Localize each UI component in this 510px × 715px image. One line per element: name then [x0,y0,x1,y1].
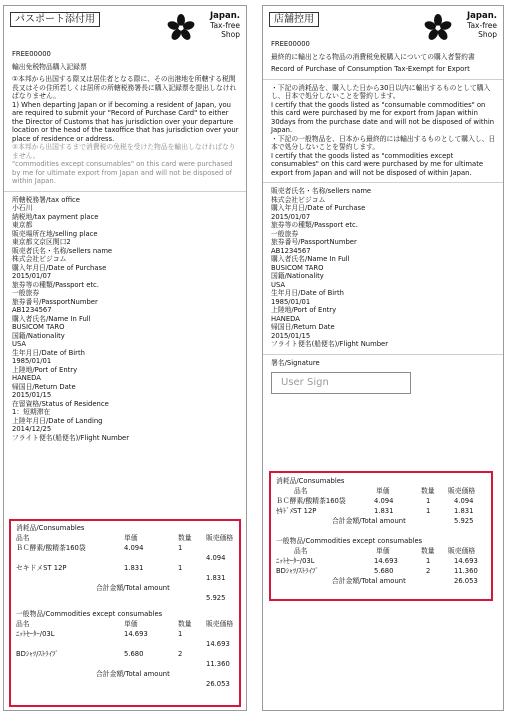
total-label: 合計金額/Total amount [332,577,406,585]
item-qty: 1 [426,557,431,565]
field-line: 2015/01/15 [271,331,311,340]
right-items-highlight [269,471,493,601]
field-line: 上陸地/Port of Entry [271,306,337,314]
notice-english: 1) When departing Japan or if becoming a resident of Japan, you are required to submit your "Record of Purchase Card" to either the Director of Customs that has jurisdiction over your departure location or the head of the taxoffice that has jurisdiction over your place of residence or address. [12,100,239,143]
item-price: 14.693 [124,630,148,638]
field-line: 購入年月日/Date of Purchase [12,263,107,272]
col-qty: 数量 [178,534,192,542]
tax-free-blossom-icon [166,13,196,43]
field-line: フライト便名(船便名)/Flight Number [271,340,388,348]
field-line: 旅券番号/PassportNumber [12,297,98,306]
item-name: ﾆｯﾄｾｰﾀｰ/03L [276,557,315,565]
col-name: 品名 [16,620,30,628]
field-line: HANEDA [271,314,300,323]
oath-japanese-1: ・下記の消耗品を、購入した日から30日以内に輸出するものとして購入し、日本で処分しないことを誓約します。 [271,83,491,100]
field-line: AB1234567 [271,246,311,255]
col-qty: 数量 [421,487,435,495]
item-price: 1.831 [124,564,144,572]
right-form-content [271,40,497,394]
item-total: 11.360 [454,567,478,575]
field-line: 一般旅券 [271,229,299,238]
col-price: 単価 [376,547,390,555]
total-amount: 26.053 [206,680,230,688]
field-line: 在留資格/Status of Residence [12,399,109,408]
item-qty: 2 [426,567,431,575]
col-price: 単価 [376,487,390,495]
field-line: 上陸地/Port of Entry [12,365,78,374]
col-total: 販売価格 [448,547,476,555]
document-title-en: Record of Purchase of Consumption Tax-Exempt for Export [271,65,470,73]
field-line: BUSICOM TARO [12,323,65,331]
col-price: 単価 [124,620,138,628]
item-total: 14.693 [206,640,230,648]
field-line: 帰国日/Return Date [12,382,76,391]
item-name: ＢＣ酵素/酸精茶160袋 [16,544,86,552]
item-name: BDｼｬﾂ/ｽﾄﾗｲﾌﾟ [276,567,319,575]
field-line: 販売者氏名・名称/sellers name [271,187,372,195]
item-price: 4.094 [124,544,144,552]
logo-subtitle: Tax-free Shop [467,21,497,39]
store-copy-form [262,5,504,711]
japan-tax-free-logo [160,11,240,45]
signature-field[interactable]: User Sign [271,372,411,394]
field-line: 2015/01/15 [12,391,52,399]
document-title: 輸出免税物品購入記録票 [12,62,87,71]
divider [263,182,503,183]
passport-attachment-form [3,5,247,711]
field-line: 上陸年月日/Date of Landing [12,416,103,425]
oath-english-2: I certify that the goods listed as "commodities except consumables" on this card were purchased by me for ultimate export from Japan and will not be disposed of within Japan. [271,151,484,177]
field-line: HANEDA [12,374,41,382]
form-type-tag: 店舗控用 [269,12,319,27]
col-price: 単価 [124,534,138,542]
notice-japanese: ①本邦から出国する際又は居住者となる際に、その出港地を所轄する税関長又はその住所若しくは居所の所轄税務署長に購入記録票を提出しなければなりません。 [12,75,237,100]
divider [263,354,503,355]
section-title: 一般物品/Commodities except consumables [16,610,163,618]
item-price: 5.680 [124,650,144,658]
field-line: 購入者氏名/Name In Full [12,314,91,323]
item-qty: 1 [178,564,183,572]
field-line: 旅券等の種類/Passport etc. [271,221,358,229]
field-line: 納税地/tax payment place [12,212,99,221]
field-line: USA [271,280,286,289]
notice-english-2: "commodities except consumables" on this card were purchased by me for ultimate export from Japan and will not be disposed of within Japan. [12,160,233,185]
total-label: 合計金額/Total amount [96,670,170,678]
field-line: BUSICOM TARO [271,263,324,272]
purchase-details [271,187,497,349]
logo-title: Japan. [467,11,497,21]
logo-subtitle: Tax-free Shop [210,21,240,39]
field-line: 1：短期滞在 [12,408,51,416]
item-price: 1.831 [374,507,394,515]
item-qty: 1 [178,544,183,552]
total-label: 合計金額/Total amount [332,517,406,525]
field-line: 所轄税務署/tax office [12,195,80,204]
item-name: ＢＣ酵素/酸精茶160袋 [276,497,346,505]
field-line: 旅券等の種類/Passport etc. [12,280,99,289]
form-code: FREE00000 [12,50,51,58]
field-line: 購入年月日/Date of Purchase [271,204,366,212]
field-line: USA [12,340,27,348]
field-line: 生年月日/Date of Birth [271,289,344,297]
item-name: BDｼｬﾂ/ｽﾄﾗｲﾌﾟ [16,650,59,658]
total-label: 合計金額/Total amount [96,584,170,592]
field-line: 国籍/Nationality [271,272,324,280]
general-goods-section [16,609,236,689]
field-line: 一般旅券 [12,289,40,297]
section-title: 消耗品/Consumables [16,524,85,532]
field-line: 販売者氏名・名称/sellers name [12,246,113,255]
item-name: ﾆｯﾄｾｰﾀｰ/03L [16,630,55,638]
field-line: 1985/01/01 [271,297,311,306]
notice-japanese-2: ②本邦から出国するまで消費税の免税を受けた物品を輸出しなければなりません。 [12,143,236,160]
col-qty: 数量 [178,620,192,628]
item-total: 1.831 [206,574,226,582]
item-name: ｾｷﾄﾞﾒST 12P [276,507,317,515]
item-total: 1.831 [454,507,474,515]
total-amount: 5.925 [206,594,226,602]
signature-label: 署名/Signature [271,358,320,367]
field-line: 東京都 [12,221,33,229]
total-amount: 26.053 [454,577,478,585]
col-name: 品名 [294,487,308,495]
field-line: 旅券番号/PassportNumber [271,238,357,246]
item-price: 5.680 [374,567,394,575]
field-line: 国籍/Nationality [12,331,65,340]
left-form-content [12,50,240,442]
field-line: 生年月日/Date of Birth [12,348,85,357]
item-name: セキドメST 12P [16,564,67,572]
col-total: 販売価格 [206,620,234,628]
tax-free-blossom-icon [423,13,453,43]
logo-title: Japan. [210,11,240,21]
col-total: 販売価格 [448,487,476,495]
field-line: 株式会社ビジコム [271,195,326,204]
section-title: 消耗品/Consumables [276,477,345,485]
left-items-highlight [9,519,241,707]
item-qty: 1 [426,507,431,515]
item-total: 4.094 [454,497,474,505]
field-line: 1985/01/01 [12,357,52,365]
section-title: 一般物品/Commodities except consumables [276,537,423,545]
item-price: 14.693 [374,557,398,565]
consumables-section [16,523,236,603]
field-line: 株式会社ビジコム [12,255,67,263]
purchase-details [12,196,240,443]
field-line: 2015/01/07 [12,272,52,280]
item-price: 4.094 [374,497,394,505]
form-code: FREE00000 [271,40,310,48]
field-line: フライト便名(船便名)/Flight Number [12,433,129,442]
item-qty: 2 [178,650,183,658]
field-line: AB1234567 [12,306,52,314]
col-name: 品名 [16,534,30,542]
item-qty: 1 [426,497,431,505]
item-qty: 1 [178,630,183,638]
item-total: 11.360 [206,660,230,668]
field-line: 東京都文京区関口2 [12,238,71,246]
item-total: 14.693 [454,557,478,565]
field-line: 販売場所在地/selling place [12,229,98,238]
col-name: 品名 [294,547,308,555]
general-goods-section [276,536,488,586]
document-title-jp: 最終的に輸出となる物品の消費税免税購入についての購入者誓約書 [271,52,475,61]
form-type-tag: パスポート添付用 [10,12,100,27]
oath-japanese-2: ・下記の一般物品を、日本から最終的には輸出するものとして購入し、日本で処分しないことを誓約します。 [271,134,496,151]
total-amount: 5.925 [454,517,474,525]
divider [4,191,246,192]
field-line: 購入者氏名/Name In Full [271,255,350,263]
field-line: 帰国日/Return Date [271,323,335,331]
oath-english-1: I certify that the goods listed as "consumable commodities" on this card were purchased by me for export from Japan within 30days from the purchase date and will not be disposed of within Japan. [271,100,495,134]
consumables-section [276,476,488,526]
col-qty: 数量 [421,547,435,555]
item-total: 4.094 [206,554,226,562]
field-line: 2014/12/25 [12,425,52,433]
col-total: 販売価格 [206,534,234,542]
divider [263,79,503,80]
field-line: 小石川 [12,204,33,212]
field-line: 2015/01/07 [271,212,311,221]
